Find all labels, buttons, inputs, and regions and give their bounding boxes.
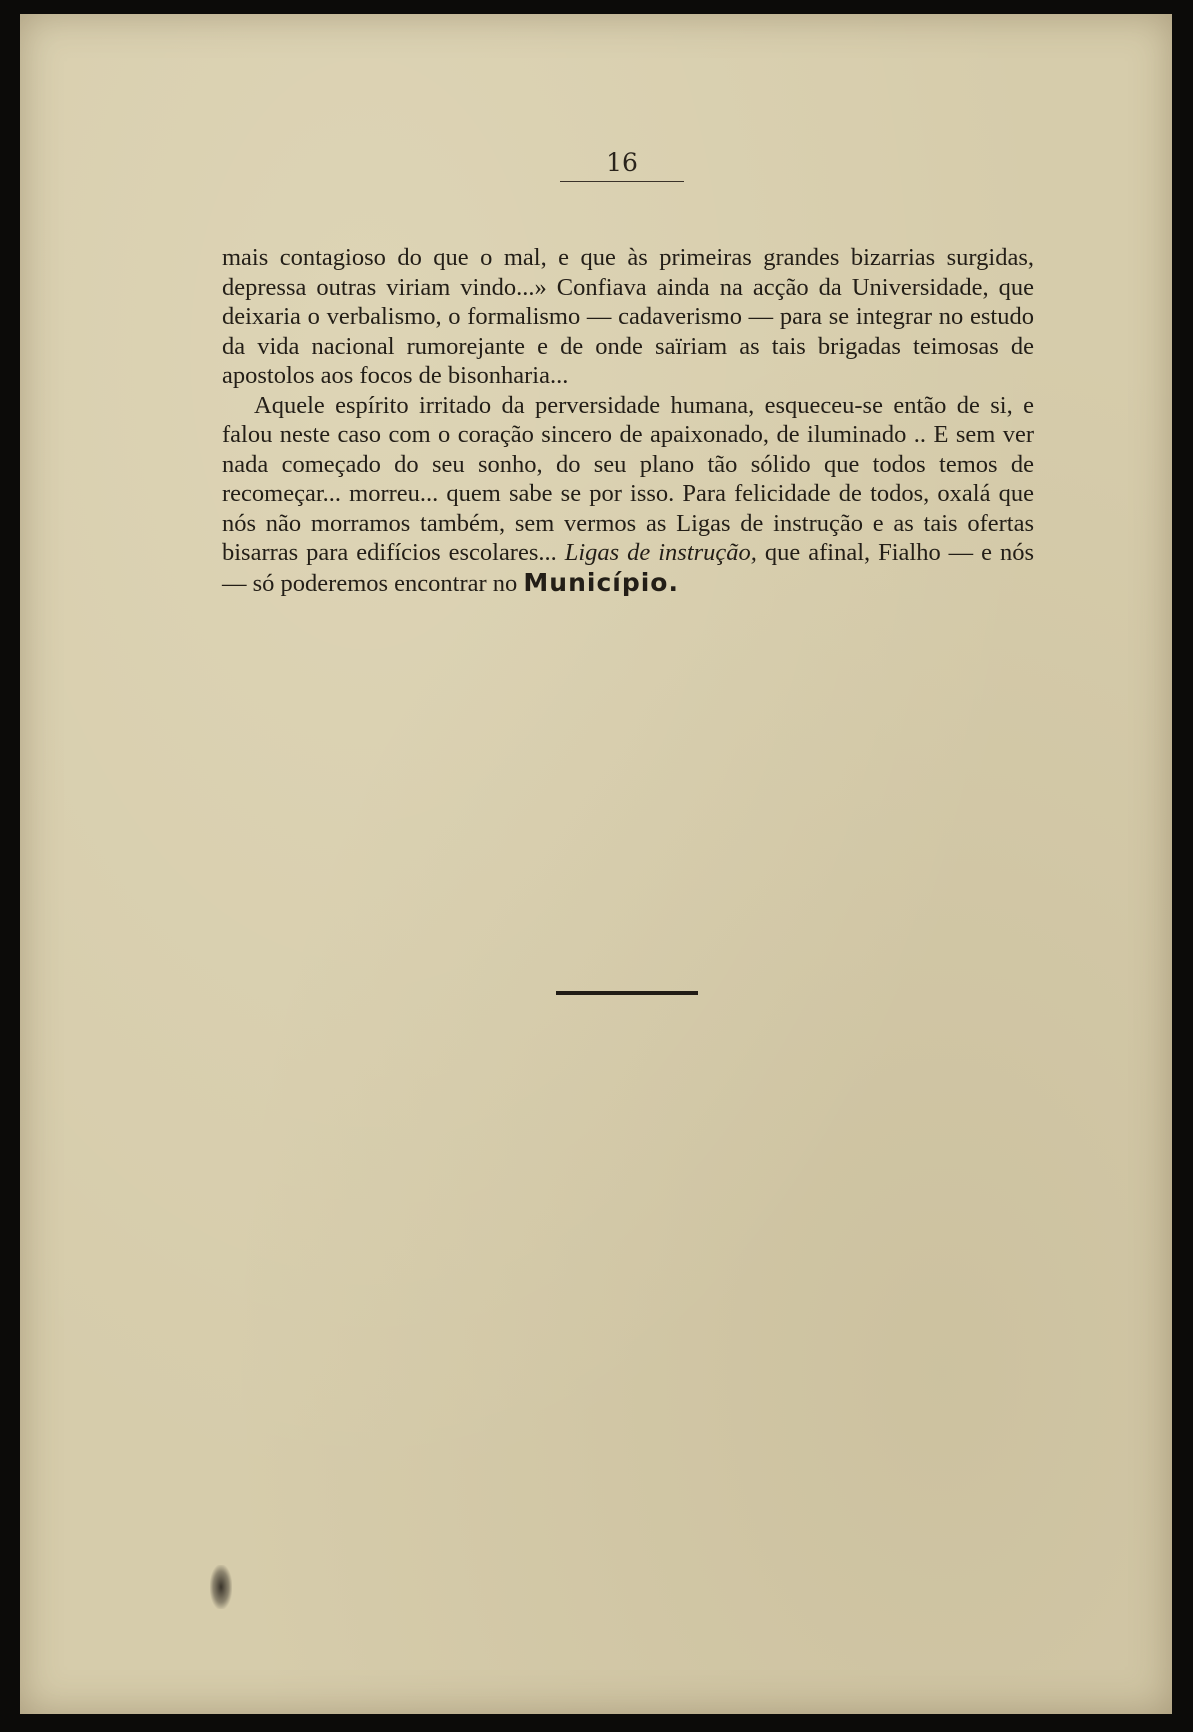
paragraph-2-ending: que afinal, Fialho — e nós — só poderemos encontrar no [222,539,1035,597]
italic-phrase: Ligas de instrução, [564,539,757,566]
page-number: 16 [560,148,684,182]
bold-word: Município. [523,567,679,597]
paragraph-1: mais contagioso do que o mal, e que às primeiras grandes bizarrias surgidas, depressa outras viriam vindo...» Confiava ainda na acção da Universidade, que deixaria o verbalismo, o formalismo — cadaverismo — para se integrar no estudo da vida nacional rumorejante e de onde saïriam as tais brigadas teimosas de apostolos aos focos de bisonharia... [222,244,1034,389]
paragraph-2-text: Aquele espírito irritado da perversidade humana, esqueceu-se então de si, e falou neste caso com o coração sincero de apaixonado, de iluminado .. E sem ver nada começado do seu sonho, do seu plano tão sólido que todos temos de recomeçar... morreu... quem sabe se por isso. Para felicidade de todos, oxalá que nós não morramos também, sem vermos as Ligas de instrução e as tais ofertas bisarras para edifícios escolares... [222,391,1034,566]
paragraph-2 [222,391,1034,599]
ink-smudge [210,1565,232,1609]
section-end-rule [556,991,698,995]
body-text [222,243,1034,598]
